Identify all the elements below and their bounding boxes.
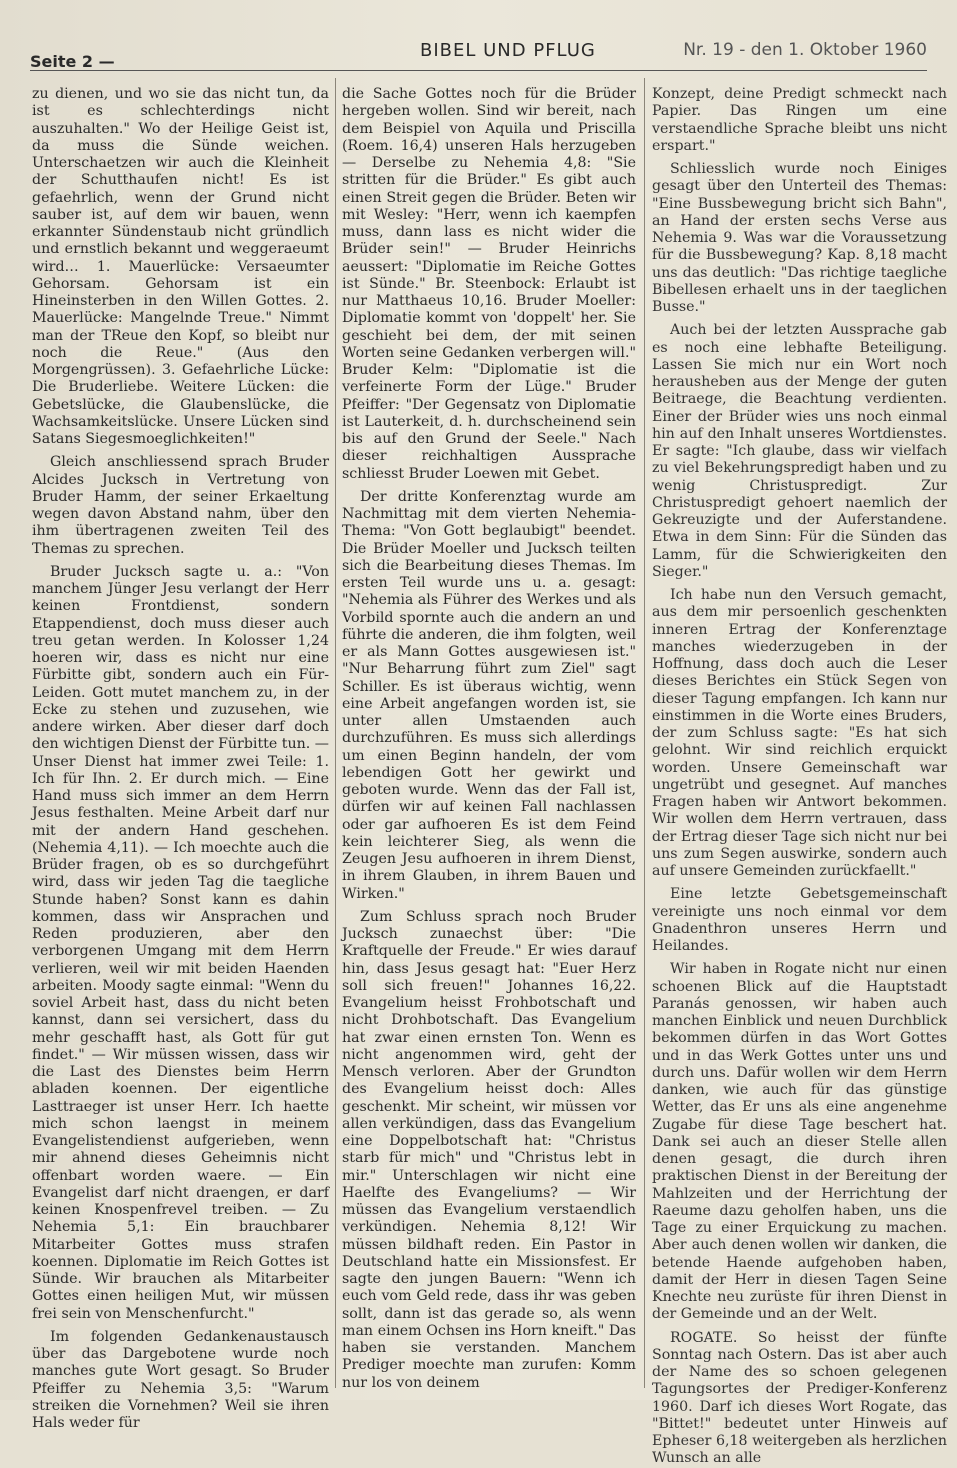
column-divider <box>644 78 645 1388</box>
column-3 <box>652 86 947 1467</box>
column-2 <box>342 86 637 1391</box>
article-paragraph: Ich habe nun den Versuch gemacht, aus dem mir persoenlich geschenkten inneren Ertrag der Konferenztage manches wiederzugeben in der Hoffnung, dass doch auch die Leser dieses Berichtes ein Stück Segen von dieser Tagung empfangen. Ich kann nur einstimmen in die Worte eines Bruders, der zum Schluss sagte: "Es hat sich gelohnt. Wir sind reichlich erquickt worden. Unsere Gemeinschaft war ungetrübt und gesegnet. Auf manches Fragen haben wir Antwort bekommen. Wir wollen dem Herrn vertrauen, dass der Ertrag dieser Tage sich nicht nur bei uns zum Segen auswirke, sondern auch auf unsere Gemeinden zurückfaellt." <box>652 587 947 879</box>
page-header <box>30 40 927 74</box>
header-rule <box>30 70 927 71</box>
column-divider <box>335 78 336 1388</box>
article-paragraph: Schliesslich wurde noch Einiges gesagt über den Unterteil des Themas: "Eine Bussbewegung bricht sich Bahn", an Hand der ersten sechs Verse aus Nehemia 9. Was war die Voraussetzung für die Bussbewegung? Kap. 8,18 macht uns das deutlich: "Das richtige taegliche Bibellesen erhaelt uns in der taeglichen Busse." <box>652 161 947 315</box>
publication-title: BIBEL UND PFLUG <box>420 40 596 61</box>
article-paragraph: ROGATE. So heisst der fünfte Sonntag nach Ostern. Das ist aber auch der Name des so schoen gelegenen Tagungsortes der Prediger-Konferenz 1960. Darf ich dieses Wort Rogate, das "Bittet!" bedeutet unter Hinweis auf Epheser 6,18 weitergeben als herzlichen Wunsch an alle <box>652 1329 947 1467</box>
article-paragraph: Der dritte Konferenztag wurde am Nachmittag mit dem vierten Nehemia-Thema: "Von Gott beglaubigt" beendet. Die Brüder Moeller und Jucksch teilten sich die Bearbeitung dieses Themas. Im ersten Teil wurde uns u. a. gesagt: "Nehemia als Führer des Werkes und als Vorbild spornte auch die andern an und führte die anderen, die ihm folgten, weil er als Mann Gottes ausgewiesen ist." "Nur Beharrung führt zum Ziel" sagt Schiller. Es ist überaus wichtig, wenn eine Arbeit angefangen worden ist, sie unter allen Umstaenden auch durchzuführen. Es muss sich allerdings um einen Beginn handeln, der vom lebendigen Gott her gewirkt und geboten wurde. Wenn das der Fall ist, dürfen wir auf keinen Fall nachlassen oder gar aufhoeren Es ist dem Feind kein leichterer Sieg, als wenn die Zeugen Jesu aufhoeren in ihrem Dienst, in ihrem Glauben, in ihrem Bauen und Wirken." <box>342 488 637 902</box>
page-number: Seite 2 — <box>30 52 115 71</box>
article-paragraph: Im folgenden Gedankenaustausch über das Dargebotene wurde noch manches gute Wort gesagt. So Bruder Pfeiffer zu Nehemia 3,5: "Warum streiken die Vornehmen? Weil sie ihren Hals weder für <box>32 1328 329 1431</box>
article-paragraph: Konzept, deine Predigt schmeckt nach Papier. Das Ringen um eine verstaendliche Sprache bleibt uns nicht erspart." <box>652 86 947 154</box>
article-paragraph: Wir haben in Rogate nicht nur einen schoenen Blick auf die Hauptstadt Paranás genossen, wir haben auch manchen Einblick und neuen Durchblick bekommen dürfen in das Wort Gottes und in das Werk Gottes unter uns und durch uns. Dafür wollen wir dem Herrn danken, wie auch für das günstige Wetter, das Er uns als eine angenehme Zugabe für diese Tage beschert hat. Dank sei auch an dieser Stelle allen denen gesagt, die durch ihren praktischen Dienst in der Bereitung der Mahlzeiten und der Herrichtung der Raeume dazu geholfen haben, uns die Tage zu einer Erquickung zu machen. Aber auch denen wollen wir danken, die betende Haende aufgehoben haben, damit der Herr in diesen Tagen Seine Knechte neu zurüste für ihren Dienst in der Gemeinde und an der Welt. <box>652 961 947 1323</box>
article-paragraph: die Sache Gottes noch für die Brüder hergeben wollen. Sind wir bereit, nach dem Beispiel von Aquila und Priscilla (Roem. 16,4) unseren Hals herzugeben— Derselbe zu Nehemia 4,8: "Sie stritten für die Brüder." Es gibt auch einen Streit gegen die Brüder. Beten wir mit Wesley: "Herr, wenn ich kaempfen muss, dann lass es nicht wider die Brüder sein!" — Bruder Heinrichs aeussert: "Diplomatie im Reiche Gottes ist Sünde." Br. Steenbock: Erlaubt ist nur Matthaeus 10,16. Bruder Moeller: Diplomatie kommt von 'doppelt' her. Sie geschieht bei dem, der mit seinen Worten seine Gedanken verbergen will." Bruder Kelm: "Diplomatie ist die verfeinerte Form der Lüge." Bruder Pfeiffer: "Der Gegensatz von Diplomatie ist Lauterkeit, d. h. durchscheinend sein bis auf den Grund der Seele." Nach dieser reichhaltigen Aussprache schliesst Bruder Loewen mit Gebet. <box>342 86 636 482</box>
article-paragraph: Gleich anschliessend sprach Bruder Alcides Jucksch in Vertretung von Bruder Hamm, der seiner Erkaeltung wegen davon Abstand nahm, über den ihm übertragenen zweiten Teil des Themas zu sprechen. <box>32 454 329 557</box>
article-paragraph: Bruder Jucksch sagte u. a.: "Von manchem Jünger Jesu verlangt der Herr keinen Frontdienst, sondern Etappendienst, doch muss dieser auch treu getan werden. In Kolosser 1,24 hoeren wir, dass es nicht nur eine Fürbitte gibt, sondern auch ein Für-Leiden. Gott mutet manchem zu, in der Ecke zu stehen und zuzusehen, wie andere wirken. Aber dieser darf doch den wichtigen Dienst der Fürbitte tun. — Unser Dienst hat immer zwei Teile: 1. Ich für Ihn. 2. Er durch mich. — Eine Hand muss sich immer an dem Herrn Jesus festhalten. Meine Arbeit darf nur mit der andern Hand geschehen. (Nehemia 4,11). — Ich moechte auch die Brüder fragen, ob es so durchgeführt wird, dass wir jeden Tag die taegliche Stunde haben? Sonst kann es dahin kommen, dass wir Ansprachen und Reden produzieren, aber den verborgenen Umgang mit dem Herrn verlieren, weil wir mit beiden Haenden arbeiten. Moody sagte einmal: "Wenn du soviel Arbeit hast, dass du nicht beten kannst, dann sei versichert, dass du mehr geschafft hast, als Gott für gut findet." — Wir müssen wissen, dass wir die Last des Dienstes beim Herrn abladen koennen. Der eigentliche Lasttraeger ist unser Herr. Ich haette mich schon laengst in meinem Evangelistendienst aufgerieben, wenn mir ahnend dieses Geheimnis nicht offenbart worden waere. — Ein Evangelist darf nicht draengen, er darf keinen Knospenfrevel treiben. — Zu Nehemia 5,1: Ein brauchbarer Mitarbeiter Gottes muss strafen koennen. Diplomatie im Reich Gottes ist Sünde. Wir brauchen als Mitarbeiter Gottes einen heiligen Mut, wir müssen frei sein von Menschenfurcht." <box>32 563 329 1322</box>
issue-date: Nr. 19 - den 1. Oktober 1960 <box>683 40 927 60</box>
column-1 <box>32 86 329 1431</box>
article-paragraph: zu dienen, und wo sie das nicht tun, da ist es schlechterdings nicht auszuhalten." Wo der Heilige Geist ist, da muss die Sünde weichen. Unterschaetzen wir auch die Kleinheit der Schutthaufen nicht! Es ist gefaehrlich, wenn der Grund nicht sauber ist, auf dem wir bauen, wenn erkannter Sündenstaub nicht gründlich und ernstlich bekannt und weggeraeumt wird… 1. Mauerlücke: Versaeumter Gehorsam. Gehorsam ist ein Hineinsterben in den Willen Gottes. 2. Mauerlücke: Mangelnde Treue." Nimmt man der TReue den Kopf, so bleibt nur noch die Reue." (Aus den Morgengrüssen). 3. Gefaehrliche Lücke: Die Bruderliebe. Weitere Lücken: die Gebetslücke, die Glaubenslücke, die Wachsamkeitslücke. Unsere Lücken sind Satans Siegesmoeglichkeiten!" <box>32 86 329 447</box>
article-paragraph: Zum Schluss sprach noch Bruder Jucksch zunaechst über: "Die Kraftquelle der Freude." Er wies darauf hin, dass Jesus gesagt hat: "Euer Herz soll sich freuen!" Johannes 16,22. Evangelium heisst Frohbotschaft und nicht Drohbotschaft. Das Evangelium hat zwar einen ernsten Ton. Wenn es nicht angenommen wird, geht der Mensch verloren. Aber der Grundton des Evangelium heisst doch: Alles geschenkt. Mir scheint, wir müssen vor allen verkündigen, dass das Evangelium eine Doppelbotschaft hat: "Christus starb für mich" und "Christus lebt in mir." Unterschlagen wir nicht eine Haelfte des Evangeliums? — Wir müssen das Evangelium verstaendlich verkündigen. Nehemia 8,12! Wir müssen bildhaft reden. Ein Pastor in Deutschland hatte ein Missionsfest. Er sagte den jungen Bauern: "Wenn ich euch vom Geld rede, dass ihr was geben sollt, dann ist das gerade so, als wenn man einem Ochsen ins Horn kneift." Das haben sie verstanden. Manchem Prediger moechte man zurufen: Komm nur los von deinem <box>342 908 636 1391</box>
article-paragraph: Auch bei der letzten Aussprache gab es noch eine lebhafte Beteiligung. Lassen Sie mich nur ein Wort noch herausheben aus der Menge der guten Beitraege, die Beachtung verdienten. Einer der Brüder wies uns noch einmal hin auf den Inhalt unseres Wortdienstes. Er sagte: "Ich glaube, dass wir vielfach zu viel Bekehrungspredigt haben und zu wenig Christuspredigt. Zur Christuspredigt gehoert naemlich der Gekreuzigte und der Auferstandene. Etwa in dem Sinn: Für die Sünden das Lamm, für die Schwierigkeiten den Sieger." <box>652 322 947 580</box>
article-paragraph: Eine letzte Gebetsgemeinschaft vereinigte uns noch einmal vor dem Gnadenthron unseres Herrn und Heilandes. <box>652 886 947 954</box>
